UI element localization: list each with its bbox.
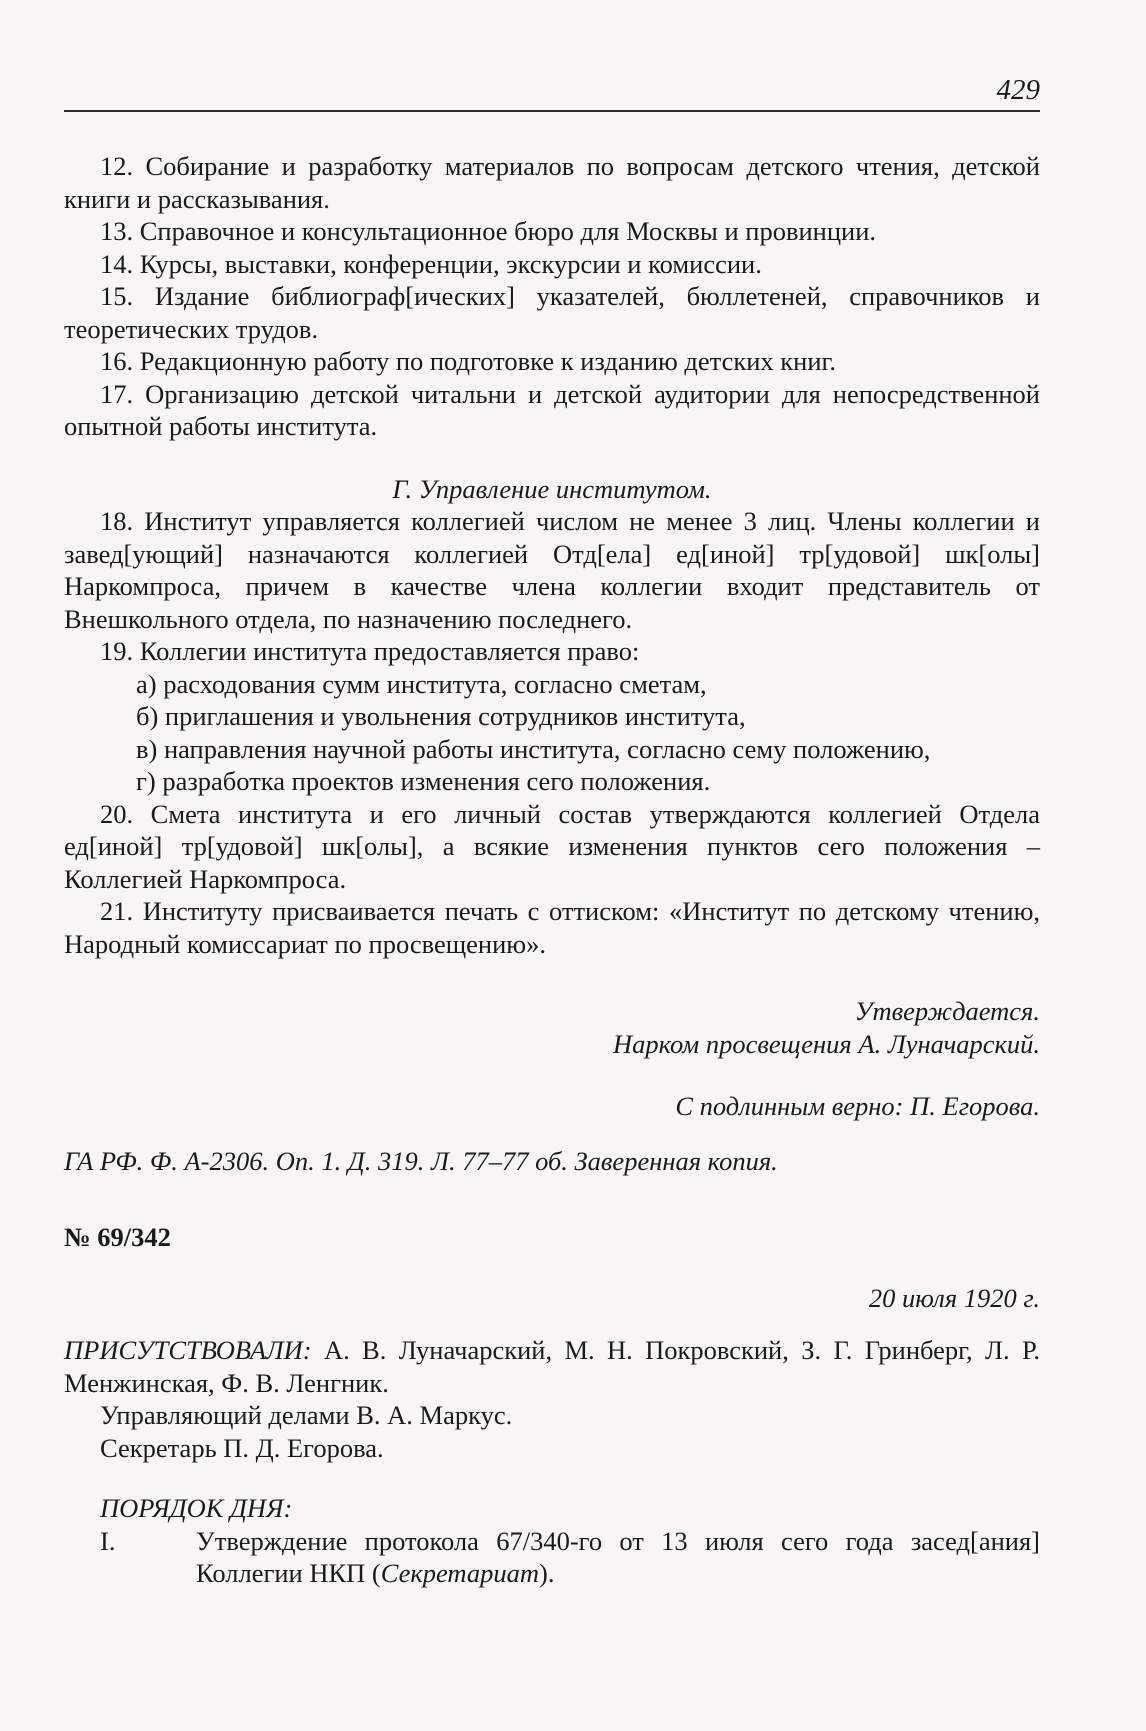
agenda-item: [64, 1525, 1040, 1590]
attendees-list: А. В. Луначарский, М. Н. Покровский, З. Г. Гринберг, Л. Р. Менжинская, Ф. В. Ленгник.: [64, 1335, 1040, 1398]
page-number: 429: [996, 74, 1040, 106]
list-item: 18. Институт управляется коллегией числом не менее 3 лиц. Члены коллегии и завед[ующий] назначаются коллегией Отд[ела] ед[иной] тр[удовой] шк[олы] Наркомпроса, причем в качестве члена коллегии входит представитель от Внешкольного отдела, по назначению последнего.: [64, 506, 1040, 634]
sub-item: г) разработка проектов изменения сего положения.: [136, 766, 711, 796]
list-item: 15. Издание библиограф[ических] указателей, бюллетеней, справочников и теоретических трудов.: [64, 281, 1040, 344]
approval-line: Утверждается.: [854, 996, 1040, 1026]
list-item: 12. Собирание и разработку материалов по вопросам детского чтения, детской книги и рассказывания.: [64, 151, 1040, 214]
agenda-item-number: I.: [100, 1525, 116, 1556]
sub-item: а) расходования сумм института, согласно сметам,: [136, 668, 707, 699]
agenda-item-text: [196, 1525, 1040, 1590]
header-rule: [64, 110, 1040, 112]
list-item: 17. Организацию детской читальни и детской аудитории для непосредственной опытной работы института.: [64, 378, 1040, 441]
attendees-label: ПРИСУТСТВОВАЛИ:: [64, 1335, 312, 1365]
document-date: 20 июля 1920 г.: [868, 1282, 1040, 1313]
sub-item: в) направления научной работы института, согласно сему положению,: [136, 733, 931, 764]
certification: С подлинным верно: П. Егорова.: [675, 1091, 1040, 1121]
sub-item: б) приглашения и увольнения сотрудников института,: [136, 701, 746, 731]
agenda-item-main: Утверждение протокола 67/340-го от 13 июля сего года засед[ания] Коллегии НКП (: [196, 1525, 1040, 1588]
manager-line: Управляющий делами В. А. Маркус.: [100, 1400, 513, 1430]
list-item: 19. Коллегии института предоставляется право:: [100, 636, 640, 666]
document-number: № 69/342: [64, 1222, 171, 1252]
attendees: [64, 1334, 1040, 1399]
list-item: 13. Справочное и консультационное бюро для Москвы и провинции.: [100, 216, 877, 246]
list-item: 16. Редакционную работу по подготовке к изданию детских книг.: [100, 346, 837, 376]
section-heading: Г. Управление институтом.: [392, 473, 712, 504]
approval-signature: Нарком просвещения А. Луначарский.: [613, 1028, 1040, 1059]
secretary-line: Секретарь П. Д. Егорова.: [100, 1432, 384, 1463]
list-item: 14. Курсы, выставки, конференции, экскурсии и комиссии.: [100, 248, 762, 279]
archive-reference: ГА РФ. Ф. А-2306. Оп. 1. Д. 319. Л. 77–77 об. Заверенная копия.: [64, 1145, 778, 1176]
document-body: [64, 150, 1040, 1590]
list-item: 20. Смета института и его личный состав утверждаются коллегией Отдела ед[иной] тр[удовой] шк[олы], а всякие изменения пунктов сего положения – Коллегией Наркомпроса.: [64, 798, 1040, 894]
agenda-item-italic: Секретариат: [380, 1558, 540, 1588]
list-item: 21. Институту присваивается печать с оттиском: «Институт по детскому чтению, Народный комиссариат по просвещению».: [64, 896, 1040, 959]
agenda-item-close: ).: [539, 1558, 555, 1588]
agenda-heading: ПОРЯДОК ДНЯ:: [100, 1493, 293, 1523]
